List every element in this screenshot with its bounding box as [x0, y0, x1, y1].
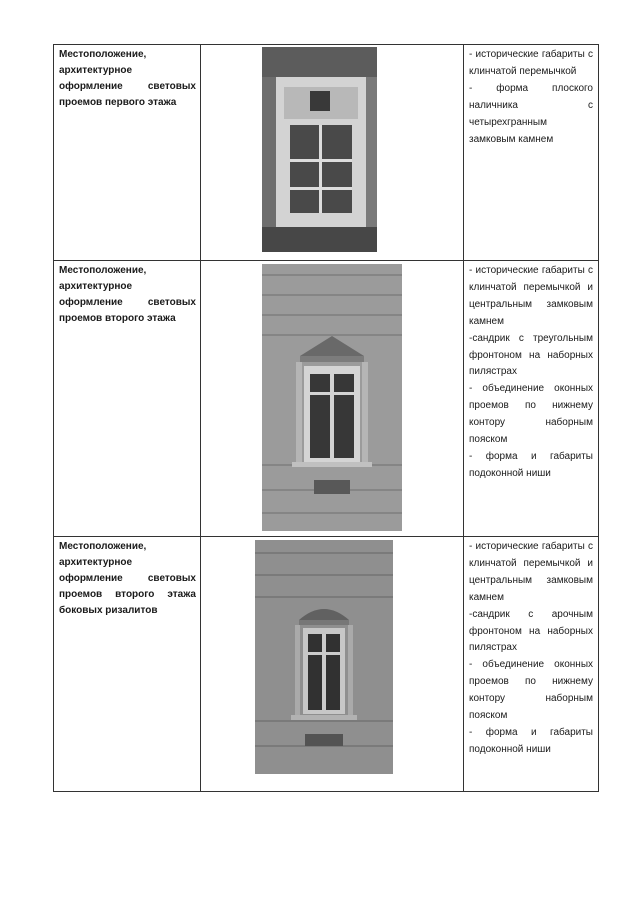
element-name: Местоположение, архитектурное оформление световых проемов первого этажа: [59, 49, 196, 108]
features-cell: [464, 261, 599, 537]
element-name-cell: [54, 537, 201, 792]
photo-cell: [201, 261, 464, 537]
window-facade-photo-icon: [255, 540, 393, 774]
element-name-cell: [54, 261, 201, 537]
feature-item: - объединение оконных проемов по нижнему контору наборным пояском: [469, 659, 593, 722]
feature-item: -сандрик с треугольным фронтоном на наборных пилястрах: [469, 332, 593, 378]
features-table: [53, 44, 599, 792]
photo-cell: [201, 45, 464, 261]
feature-item: -сандрик с арочным фронтоном на наборных пилястрах: [469, 608, 593, 654]
feature-item: - исторические габариты с клинчатой перемычкой: [469, 49, 593, 77]
features-cell: [464, 537, 599, 792]
feature-item: - форма плоского наличника с четырехгранным замковым камнем: [469, 82, 593, 145]
table-row: [54, 537, 599, 792]
feature-item: - форма и габариты подоконной ниши: [469, 726, 593, 755]
feature-item: - исторические габариты с клинчатой перемычкой и центральным замковым камнем: [469, 265, 593, 327]
table-row: [54, 45, 599, 261]
element-name-cell: [54, 45, 201, 261]
feature-item: - объединение оконных проемов по нижнему контору наборным пояском: [469, 383, 593, 446]
window-facade-photo-icon: [262, 264, 402, 531]
feature-item: - форма и габариты подоконной ниши: [469, 450, 593, 479]
feature-item: - исторические габариты с клинчатой перемычкой и центральным замковым камнем: [469, 541, 593, 603]
element-name: Местоположение, архитектурное оформление световых проемов второго этажа: [59, 265, 196, 324]
photo-cell: [201, 537, 464, 792]
table-row: [54, 261, 599, 537]
element-name: Местоположение, архитектурное оформление световых проемов второго этажа боковых ризалитов: [59, 541, 196, 616]
features-cell: [464, 45, 599, 261]
window-facade-photo-icon: [262, 47, 377, 252]
